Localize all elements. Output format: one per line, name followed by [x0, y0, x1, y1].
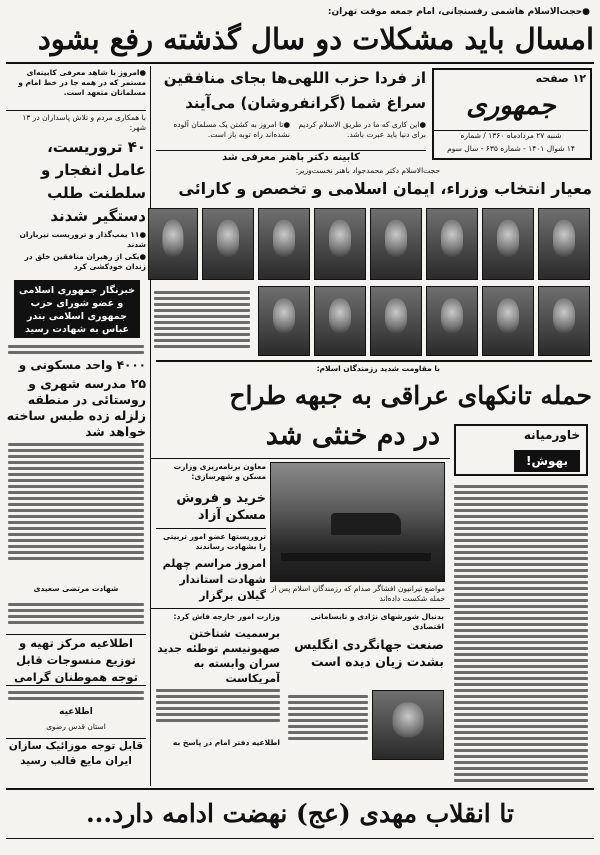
- masthead: [432, 68, 592, 160]
- top-headline: امسال باید مشکلات دو سال گذشته رفع بشود: [37, 22, 594, 56]
- martyr-note: شهادت مرتضی سعیدی: [33, 584, 119, 593]
- left-big-headline: ۴۰ تروریست، عامل انفجار و سلطنت طلب دستگیر شدند: [41, 138, 146, 225]
- date-line-1: شنبه ۲۷ مردادماه ۱۳۶۰ / شماره: [434, 130, 588, 142]
- khavar-subtitle: بهوش!: [514, 450, 580, 472]
- england-headline: صنعت جهانگردی انگلیس بشدت زیان دیده است: [294, 637, 444, 669]
- sub-text-1: ●این کاری که ما در طریق الاسلام کردیم برای دنیا باید عبرت باشد.: [298, 120, 426, 139]
- imam-office-notice: اطلاعیه دفتر امام در پاسخ به: [172, 738, 280, 747]
- cabinet-headline: معیار انتخاب وزراء، ایمان اسلامی و تخصص و کارائی: [178, 179, 592, 198]
- left-black-box: خبرنگار جمهوری اسلامی و عضو شورای حزب جمهوری اسلامی بندر عباس به شهادت رسید: [14, 280, 140, 338]
- minister-portrait: [370, 208, 422, 280]
- bazaar-notice: اطلاعیه مرکز تهیه و توزیع منسوجات قابل توجه هموطنان گرامی: [6, 634, 146, 686]
- england-kicker: بدنبال شورشهای نژادی و نابسامانی اقتصادی: [310, 612, 444, 631]
- minister-portrait: [314, 208, 366, 280]
- minister-portrait: [426, 286, 478, 356]
- quake-headline: ۲۵ مدرسه شهری و روستائی در منطقه زلزله زده طبس ساخته خواهد شد: [6, 376, 146, 438]
- masthead-logo: جمهوری: [466, 91, 556, 121]
- notice-title: اطلاعیه: [59, 707, 93, 717]
- minister-portrait: [202, 208, 254, 280]
- iraq-headline-1: حمله تانکهای عراقی به جبهه طراح: [229, 381, 592, 410]
- notice-subtitle: استان قدس رضوی: [46, 722, 106, 731]
- minister-portrait: [426, 208, 478, 280]
- iraq-headline-2: در دم خنثی شد: [265, 420, 440, 451]
- text-filler: [8, 688, 144, 706]
- quake-kicker: ۴۰۰۰ واحد مسکونی و: [18, 358, 146, 372]
- sub-text-2: ●تا امروز به کشتن یک مسلمان آلوده نشده‌اند راه توبه باز است.: [173, 120, 290, 139]
- left-item-4: ●یکی از رهبران منافقین خلق در زندان خودکشی کرد: [24, 252, 146, 271]
- khavar-title: خاورمیانه: [523, 428, 580, 442]
- text-filler: [288, 692, 368, 762]
- battle-photo: [270, 462, 445, 582]
- left-item-2: با همکاری مردم و تلاش پاسداران در ۱۳ شهر:: [22, 113, 146, 132]
- minister-portrait: [482, 208, 534, 280]
- bottom-headline: تا انقلاب مهدی (عج) نهضت ادامه دارد...: [85, 799, 515, 828]
- text-filler: [154, 288, 250, 354]
- gilan-kicker: تروریستها عضو امور تربیتی را بشهادت رساندند: [162, 532, 266, 551]
- housing-kicker: معاون برنامه‌ریزی وزارت مسکن و شهرسازی:: [173, 462, 266, 481]
- text-filler: [8, 342, 144, 356]
- minister-portrait: [538, 208, 590, 280]
- minister-portrait: [258, 286, 310, 356]
- minister-portrait: [538, 286, 590, 356]
- text-filler: [156, 686, 280, 736]
- date-line-2: ۱۴ شوال ۱۴۰۱ - شماره ۶۳۵ - سال سوم: [447, 144, 575, 153]
- housing-headline: خرید و فروش مسکن آزاد: [176, 491, 266, 523]
- minister-portrait: [314, 286, 366, 356]
- iraq-kicker: با مقاومت شدید رزمندگان اسلام:: [316, 364, 440, 373]
- text-filler: [454, 482, 588, 782]
- portrait-photo: [372, 690, 444, 760]
- text-filler: [8, 600, 144, 630]
- page-count: ۱۲ صفحه: [535, 72, 586, 85]
- top-kicker: ●حجت‌الاسلام هاشمی رفسنجانی، امام جمعه موقت تهران:: [327, 7, 590, 17]
- minister-portrait: [148, 208, 198, 280]
- minister-portrait: [370, 286, 422, 356]
- mosaic-notice: قابل توجه موزائیک سازان ایران مایع قالب رسید: [6, 738, 146, 784]
- left-item-1: ●امروز با شاهد معرفی کابینه‌ای مستمر که در همه جا در خط امام و مسلمانان متعهد است.: [18, 68, 146, 97]
- cabinet-kicker: کابینه دکتر باهنر معرفی شد: [222, 152, 360, 163]
- foreign-kicker: وزارت امور خارجه فاش کرد:: [173, 612, 280, 621]
- cabinet-quote-kicker: حجت‌الاسلام دکتر محمدجواد باهنر نخست‌وزیر:: [295, 166, 440, 175]
- photo-caption: مواضع تیرانیون افشاگر صدام که رزمندگان اسلام پس از حمله شکست داده‌اند: [270, 584, 445, 603]
- foreign-headline: برسمیت شناختن صهیونیسم توطئه جدید سران وابسته به آمریکاست: [157, 627, 280, 684]
- gilan-headline: امروز مراسم چهلم شهادت استاندار گیلان برگزار: [162, 557, 266, 602]
- sub-headline: از فردا حزب اللهی‌ها بجای منافقین سراغ شما (گرانفروشان) می‌آیند: [163, 69, 426, 112]
- text-filler: [8, 440, 144, 580]
- minister-portrait: [258, 208, 310, 280]
- khavar-box: [454, 424, 588, 476]
- minister-portrait: [482, 286, 534, 356]
- left-item-3: ●۱۱ بمب‌گذار و تروریست تیرباران شدند: [19, 230, 146, 249]
